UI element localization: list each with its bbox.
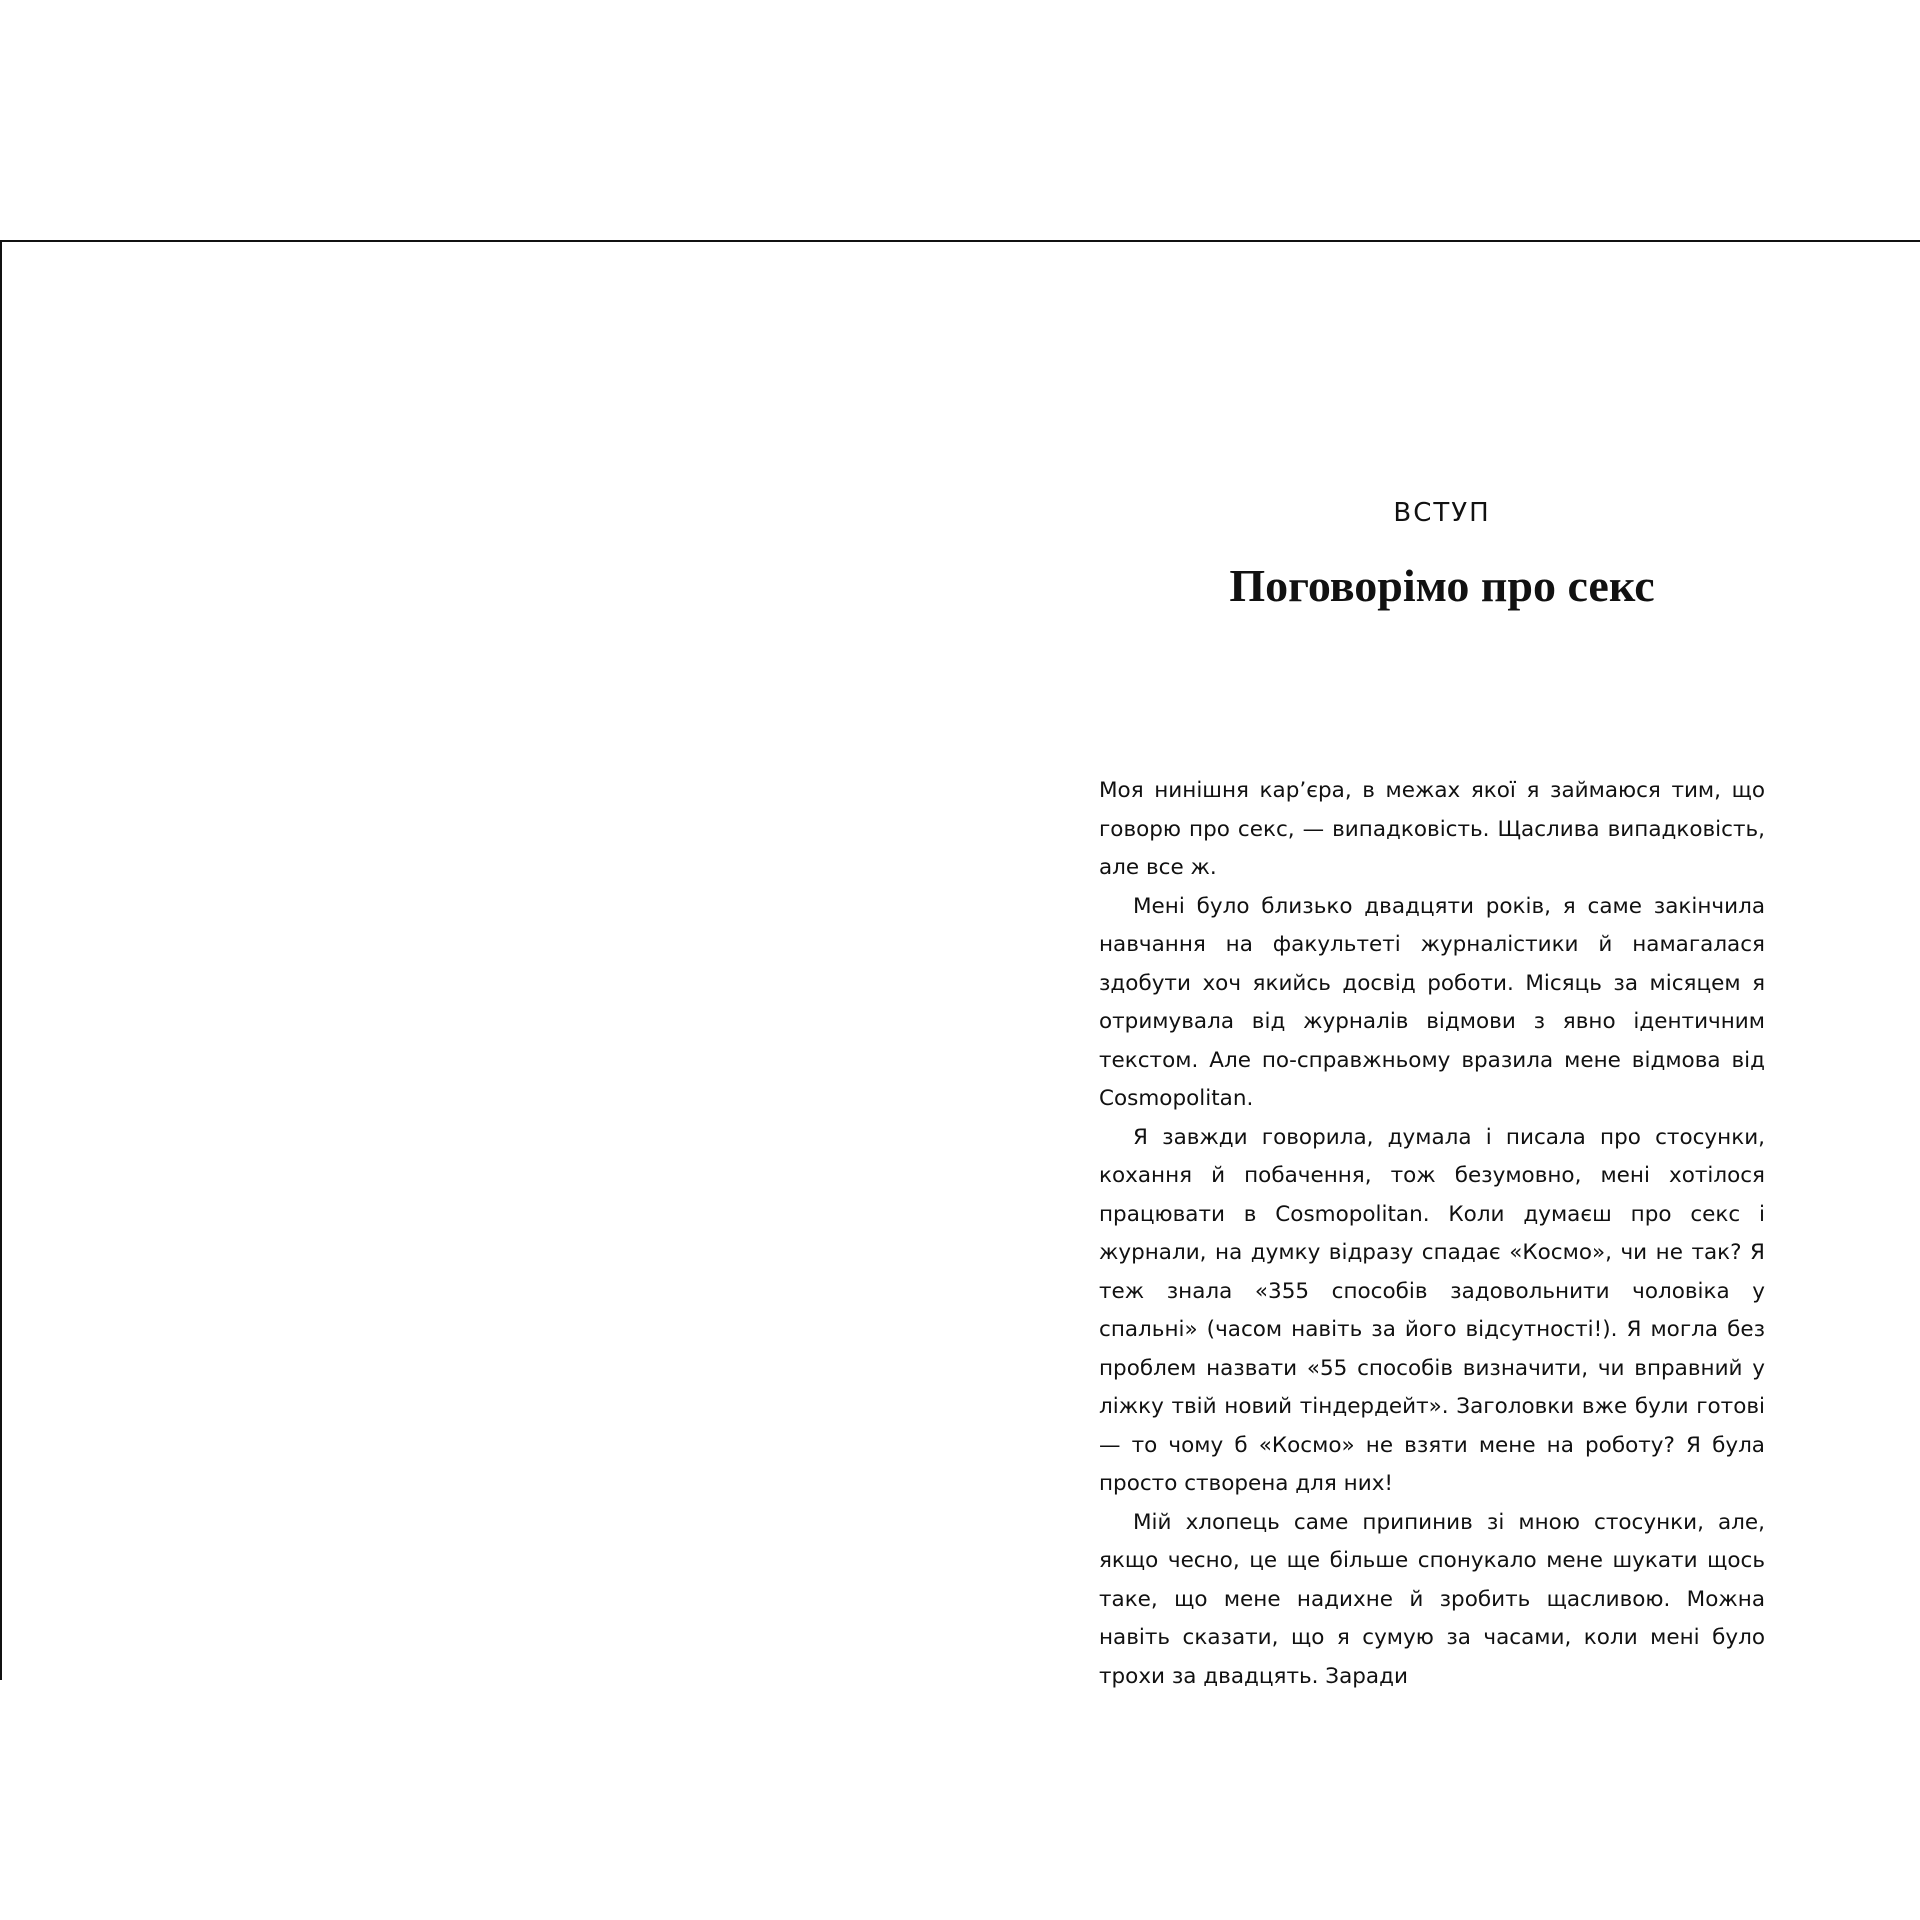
paragraph: Мені було близько двадцяти років, я саме закінчила навчання на факультеті журналістики й намагалася здобути хоч якийсь досвід роботи. Місяць за місяцем я отримувала від журналів відмови з явно ідентичним текстом. Але по-справжньому вразила мене відмова від Cosmopolitan. bbox=[1099, 893, 1765, 1111]
book-spread bbox=[0, 240, 1920, 1689]
paragraph: Мій хлопець саме припинив зі мною стосунки, але, якщо чесно, це ще більше спонукало мене шукати щось таке, що мене надихне й зробить щасливою. Можна навіть сказати, що я сумую за часами, коли мені було трохи за двадцять. Заради bbox=[1099, 1509, 1765, 1689]
chapter-title: Поговорімо про секс bbox=[1229, 560, 1655, 611]
paragraph: Моя нинішня кар’єра, в межах якої я займаюся тим, що говорю про секс, — випадковість. Щаслива випадковість, але все ж. bbox=[1099, 778, 1765, 880]
chapter-label: ВСТУП bbox=[1393, 498, 1491, 528]
right-page bbox=[962, 242, 1920, 1689]
paragraph: Я завжди говорила, думала і писала про стосунки, кохання й побачення, тож безумовно, мені хотілося працювати в Cosmopolitan. Коли думаєш про секс і журнали, на думку відразу спадає «Космо», чи не так? Я теж знала «355 способів задовольнити чоловіка у спальні» (часом навіть за його відсутності!). Я могла без проблем назвати «55 способів визначити, чи вправний у ліжку твій новий тіндердейт». Заголовки вже були готові — то чому б «Космо» не взяти мене на роботу? Я була просто створена для них! bbox=[1099, 1124, 1765, 1496]
left-page bbox=[2, 242, 962, 1680]
body-text bbox=[1099, 772, 1765, 1696]
